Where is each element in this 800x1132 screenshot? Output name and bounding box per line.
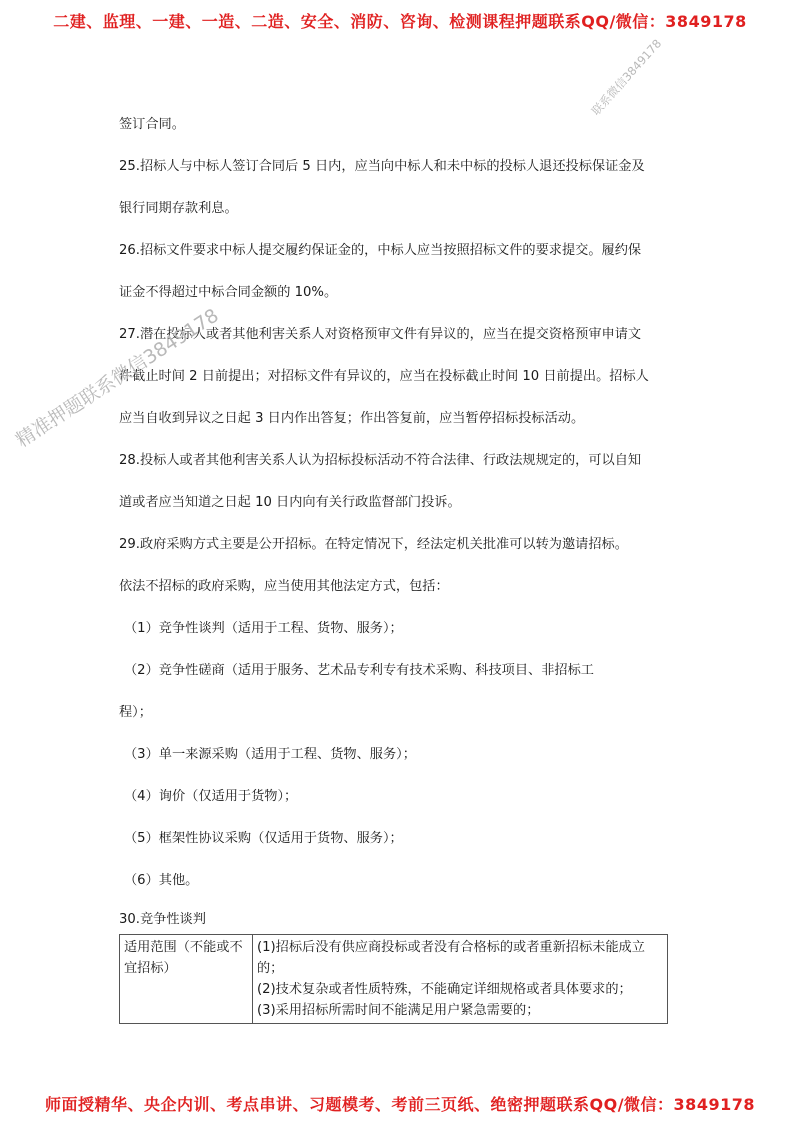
list-item: （3）单一来源采购（适用于工程、货物、服务）；	[124, 747, 416, 762]
scope-items-cell	[253, 935, 668, 1024]
footer-banner: 师面授精华、央企内训、考点串讲、习题模考、考前三页纸、绝密押题联系QQ/微信：3849178	[45, 1095, 755, 1114]
text-line: 27.潜在投标人或者其他利害关系人对资格预审文件有异议的，应当在提交资格预审申请文	[119, 327, 642, 342]
list-item: （6）其他。	[124, 873, 199, 888]
table-row	[120, 935, 668, 1024]
text-line: 件截止时间 2 日前提出；对招标文件有异议的，应当在投标截止时间 10 日前提出。招标人	[119, 369, 649, 384]
negotiation-scope-table	[119, 934, 668, 1024]
table-title: 30.竞争性谈判	[119, 912, 206, 927]
watermark-left: 精准押题联系微信3849178	[12, 304, 223, 452]
list-item: （5）框架性协议采购（仅适用于货物、服务）；	[124, 831, 403, 846]
text-line: 依法不招标的政府采购，应当使用其他法定方式，包括：	[119, 579, 449, 594]
text-line: 25.招标人与中标人签订合同后 5 日内，应当向中标人和未中标的投标人退还投标保证金及	[119, 159, 645, 174]
text-line: 程）；	[119, 705, 152, 720]
scope-item: (3)采用招标所需时间不能满足用户紧急需要的；	[257, 1003, 540, 1018]
list-item: （4）询价（仅适用于货物）；	[124, 789, 298, 804]
text-line: 28.投标人或者其他利害关系人认为招标投标活动不符合法律、行政法规规定的，可以自知	[119, 453, 642, 468]
header-banner: 二建、监理、一建、一造、二造、安全、消防、咨询、检测课程押题联系QQ/微信：3849178	[53, 12, 747, 31]
text-line: 29.政府采购方式主要是公开招标。在特定情况下，经法定机关批准可以转为邀请招标。	[119, 537, 628, 552]
list-item: （2）竞争性磋商（适用于服务、艺术品专利专有技术采购、科技项目、非招标工	[124, 663, 594, 678]
text-line: 道或者应当知道之日起 10 日内向有关行政监督部门投诉。	[119, 495, 461, 510]
text-line: 证金不得超过中标合同金额的 10%。	[119, 285, 338, 300]
text-line: 银行同期存款利息。	[119, 201, 238, 216]
scope-label-cell: 适用范围（不能或不宜招标）	[120, 935, 253, 1024]
scope-item: (2)技术复杂或者性质特殊，不能确定详细规格或者具体要求的；	[257, 982, 632, 997]
scope-item: (1)招标后没有供应商投标或者没有合格标的或者重新招标未能成立的；	[257, 940, 645, 976]
document-body	[119, 104, 684, 1024]
text-line: 应当自收到异议之日起 3 日内作出答复；作出答复前，应当暂停招标投标活动。	[119, 411, 585, 426]
watermark-right: 联系微信3849178	[588, 36, 665, 119]
text-line: 26.招标文件要求中标人提交履约保证金的，中标人应当按照招标文件的要求提交。履约保	[119, 243, 642, 258]
list-item: （1）竞争性谈判（适用于工程、货物、服务）；	[124, 621, 403, 636]
text-line: 签订合同。	[119, 117, 185, 132]
